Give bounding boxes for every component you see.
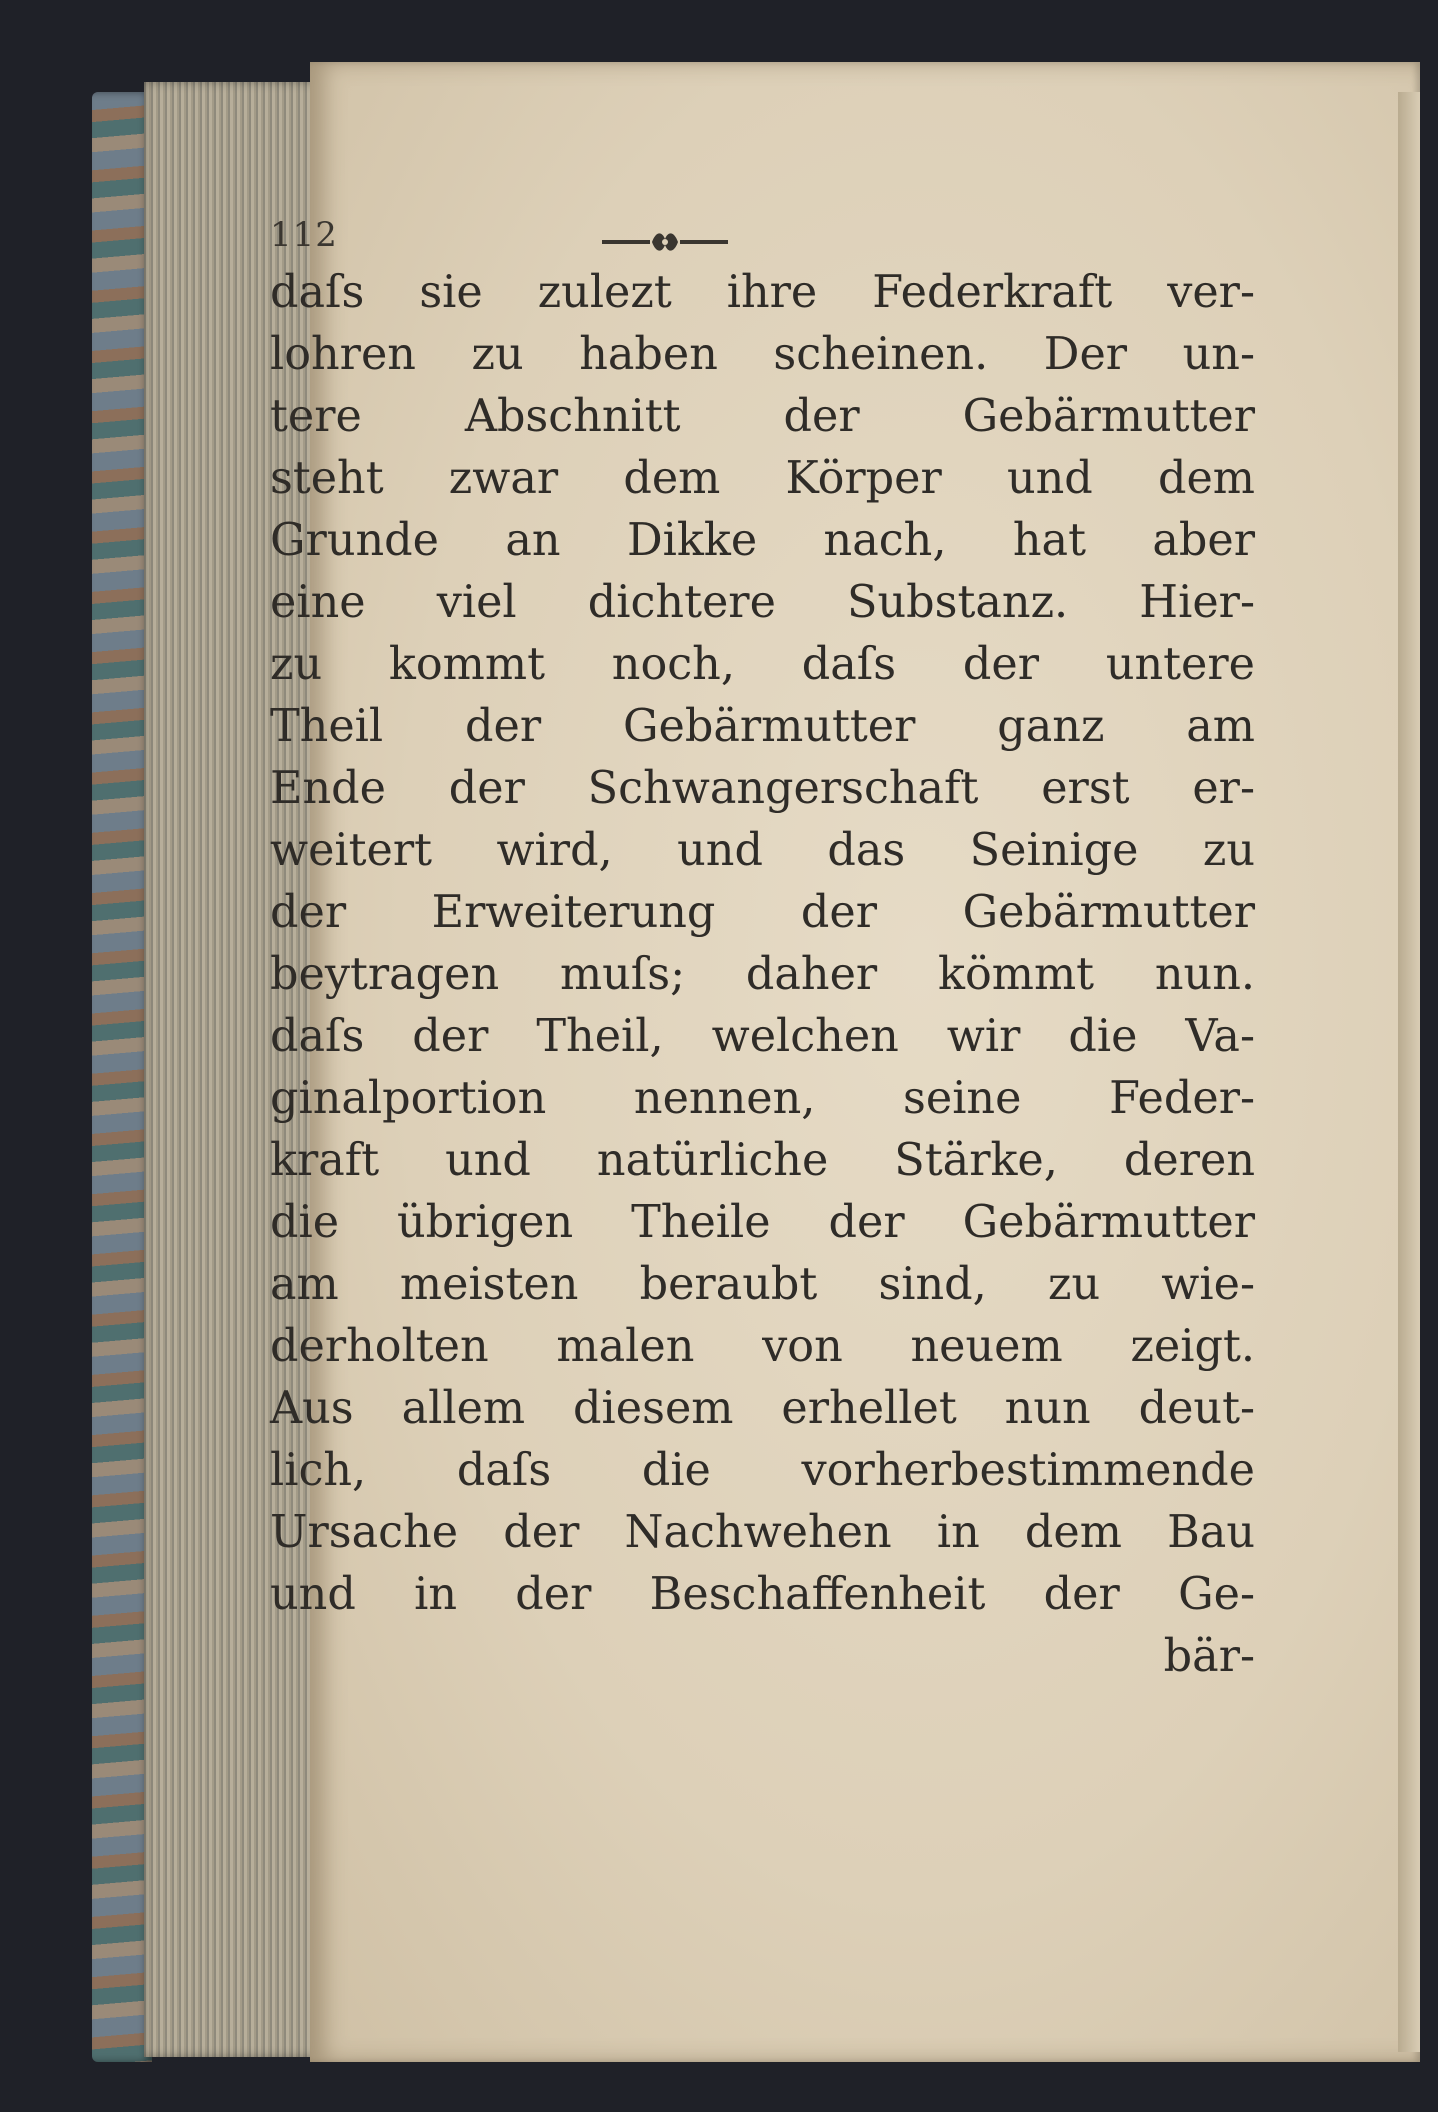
page-header: [270, 215, 1250, 265]
next-page-edge: [1398, 92, 1420, 2052]
text-line: beytragen muſs; daher kömmt nun.: [270, 949, 1255, 1000]
text-line: Ursache der Nachwehen in dem Bau: [270, 1507, 1255, 1558]
text-line: lich, daſs die vorherbestimmende: [270, 1445, 1255, 1496]
text-line: ginalportion nennen, seine Feder-: [270, 1073, 1255, 1124]
text-line: kraft und natürliche Stärke, deren: [270, 1135, 1255, 1186]
text-line: zu kommt noch, daſs der untere: [270, 639, 1255, 690]
marbled-book-edge: [92, 92, 152, 2062]
text-line: steht zwar dem Körper und dem: [270, 453, 1255, 504]
ornament-icon: [600, 229, 730, 255]
text-line: bär-: [1163, 1631, 1255, 1682]
text-line: Ende der Schwangerschaft erst er-: [270, 763, 1255, 814]
text-line: am meisten beraubt sind, zu wie-: [270, 1259, 1255, 1310]
text-line: daſs sie zulezt ihre Federkraft ver-: [270, 267, 1255, 318]
page-number: 112: [270, 215, 338, 255]
text-line: der Erweiterung der Gebärmutter: [270, 887, 1255, 938]
text-line: lohren zu haben scheinen. Der un-: [270, 329, 1255, 380]
text-line: daſs der Theil, welchen wir die Va-: [270, 1011, 1255, 1062]
body-text: [270, 262, 1255, 1688]
text-line: Aus allem diesem erhellet nun deut-: [270, 1383, 1255, 1434]
text-line: tere Abschnitt der Gebärmutter: [270, 391, 1255, 442]
text-line: die übrigen Theile der Gebärmutter: [270, 1197, 1255, 1248]
text-line: derholten malen von neuem zeigt.: [270, 1321, 1255, 1372]
text-line: und in der Beschaffenheit der Ge-: [270, 1569, 1255, 1620]
text-line: weitert wird, und das Seinige zu: [270, 825, 1255, 876]
text-line: Grunde an Dikke nach, hat aber: [270, 515, 1255, 566]
text-line: Theil der Gebärmutter ganz am: [270, 701, 1255, 752]
text-line: eine viel dichtere Substanz. Hier-: [270, 577, 1255, 628]
